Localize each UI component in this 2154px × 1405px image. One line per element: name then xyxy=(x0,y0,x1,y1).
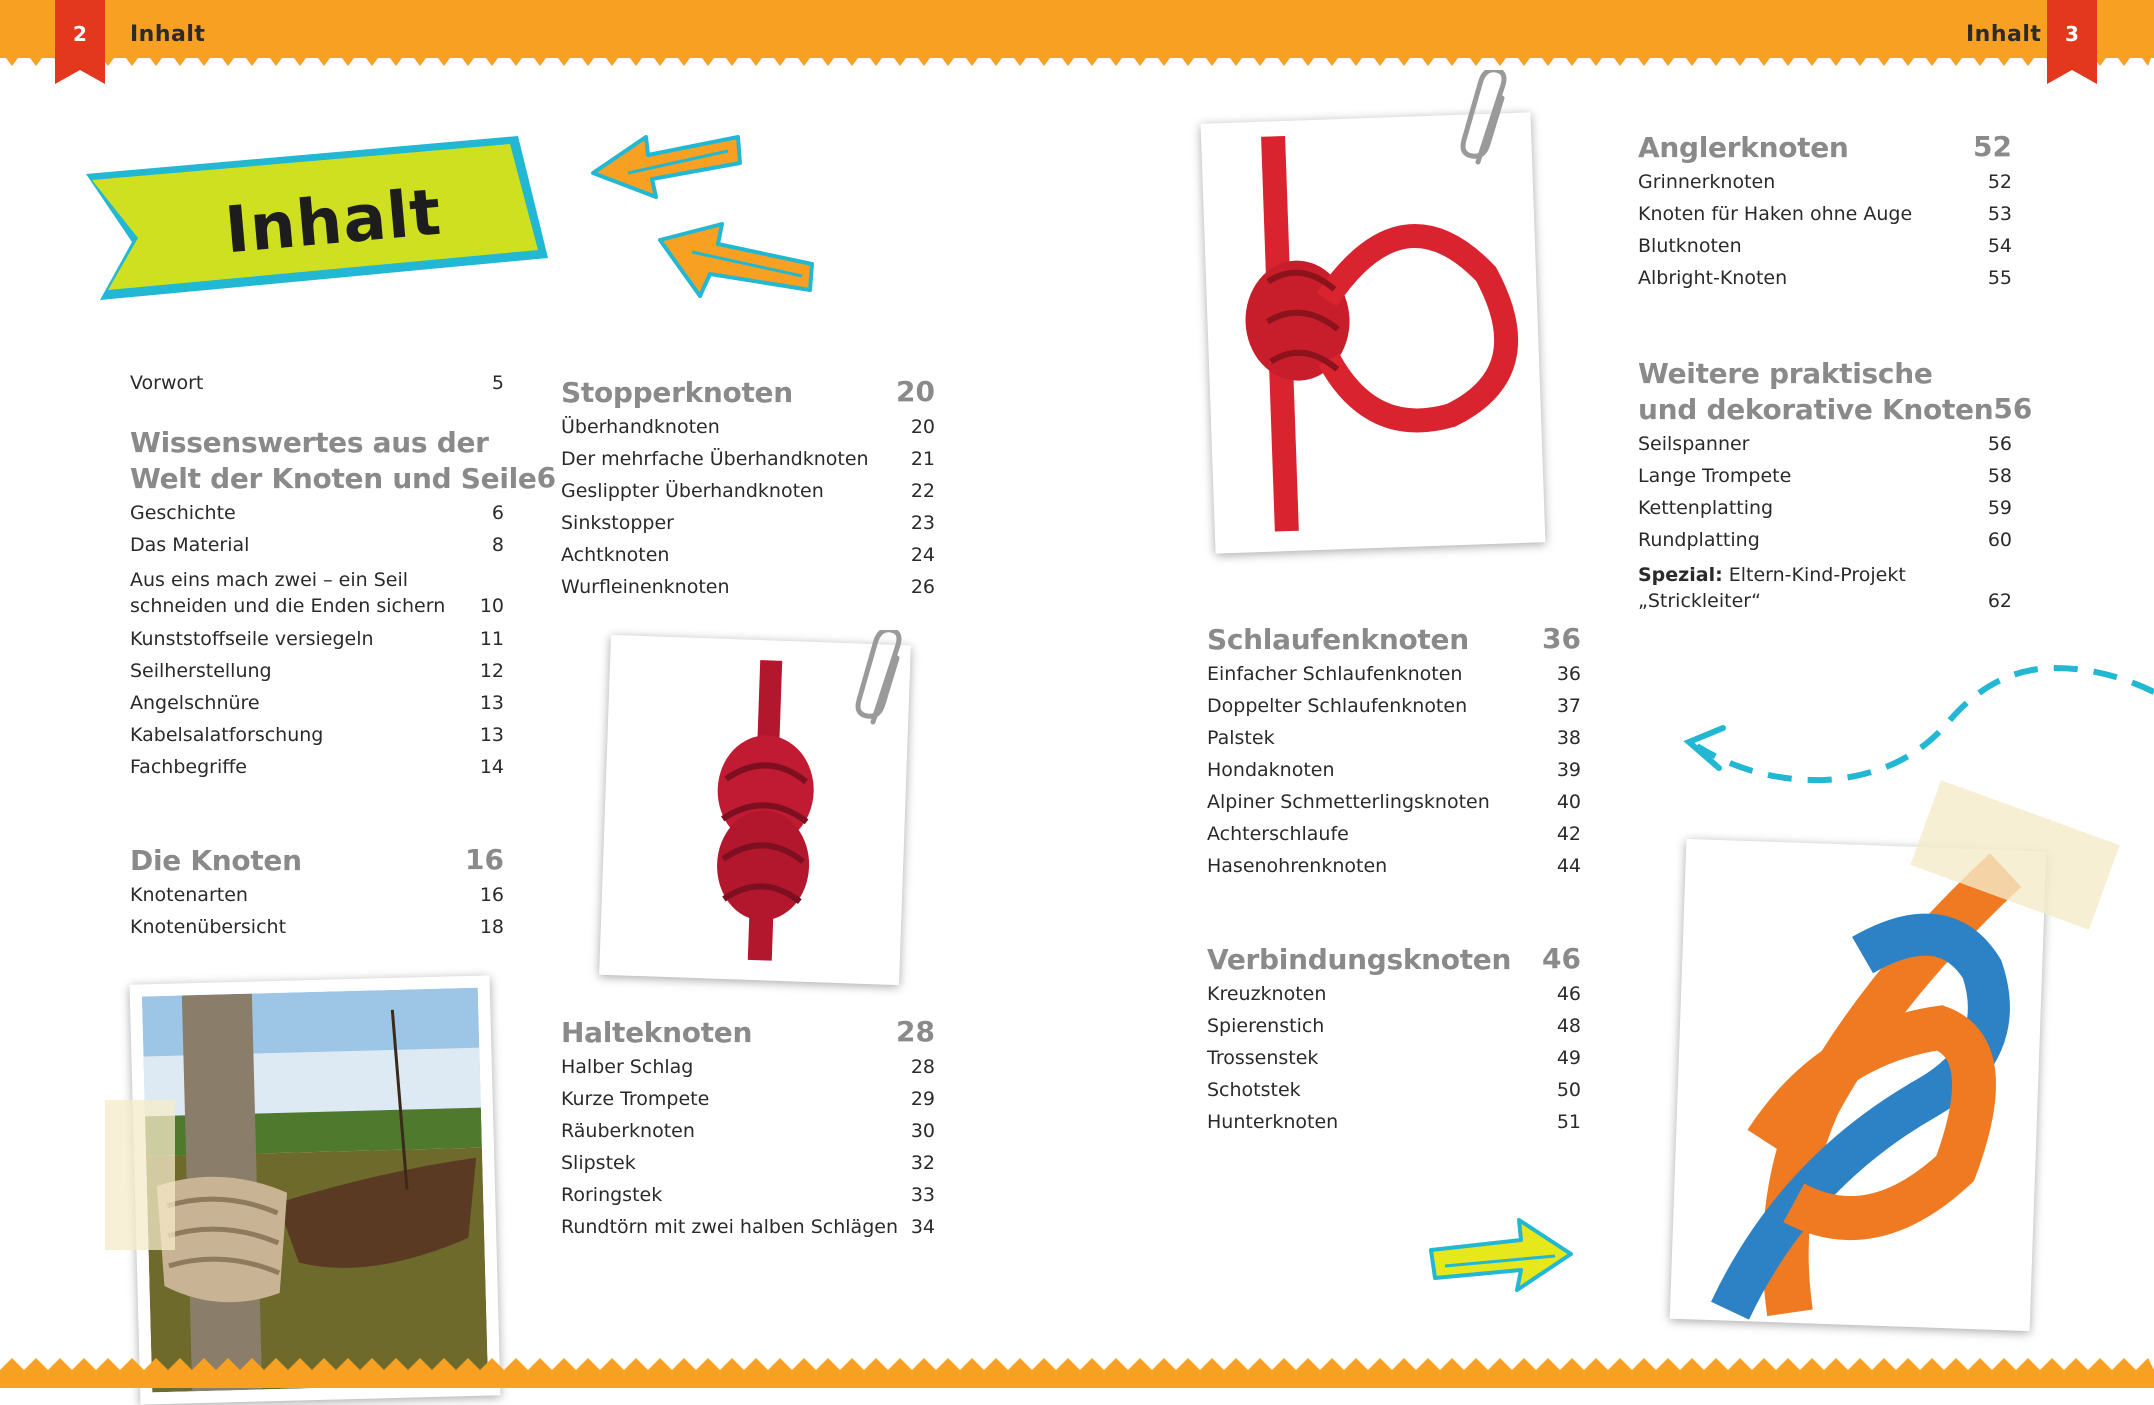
boat-photo xyxy=(130,975,501,1404)
entry-label: Fachbegriffe xyxy=(130,756,247,778)
section-page: 52 xyxy=(1973,130,2012,163)
arrow-right-icon xyxy=(1425,1210,1575,1300)
entry-page: 33 xyxy=(910,1184,935,1206)
section-verbindungsknoten xyxy=(1207,942,1581,1138)
entry-page: 56 xyxy=(1987,433,2012,455)
toc-entry[interactable] xyxy=(130,497,504,529)
entry-page: 38 xyxy=(1556,727,1581,749)
entry-label: Seilspanner xyxy=(1638,433,1750,455)
toc-entry[interactable] xyxy=(130,719,504,751)
entry-label: Grinnerknoten xyxy=(1638,171,1776,193)
toc-entry[interactable] xyxy=(1207,690,1581,722)
toc-entry[interactable] xyxy=(561,411,935,443)
arrow-up-left-icon xyxy=(652,212,817,307)
toc-entry[interactable] xyxy=(1207,1074,1581,1106)
toc-entry[interactable] xyxy=(561,1051,935,1083)
left-page-number: 2 xyxy=(73,22,87,46)
toc-entry[interactable] xyxy=(1638,492,2012,524)
entry-page: 39 xyxy=(1556,759,1581,781)
toc-entry[interactable] xyxy=(1207,722,1581,754)
section-page: 28 xyxy=(896,1015,935,1048)
toc-entry[interactable] xyxy=(130,879,504,911)
toc-entry[interactable] xyxy=(130,567,504,619)
boat-image xyxy=(142,988,488,1393)
entry-label: Knotenarten xyxy=(130,884,248,906)
entry-page: 23 xyxy=(910,512,935,534)
section-page: 36 xyxy=(1542,622,1581,655)
entry-page: 22 xyxy=(910,480,935,502)
toc-entry[interactable] xyxy=(1638,262,2012,294)
toc-entry[interactable] xyxy=(561,1115,935,1147)
section-title: Schlaufenknoten xyxy=(1207,623,1469,656)
loop-knot-photo xyxy=(1201,112,1546,553)
dashed-arrow-icon xyxy=(1675,650,2154,800)
toc-entry[interactable] xyxy=(1207,1106,1581,1138)
toc-entry[interactable] xyxy=(561,1179,935,1211)
arrow-left-icon xyxy=(588,115,743,205)
spezial-label: Spezial: xyxy=(1638,564,1723,586)
entry-label: Hondaknoten xyxy=(1207,759,1335,781)
toc-entry[interactable] xyxy=(130,623,504,655)
entry-label: Halber Schlag xyxy=(561,1056,694,1078)
entry-label: Eltern-Kind-Projekt xyxy=(1722,564,1906,586)
entry-label: Achterschlaufe xyxy=(1207,823,1349,845)
entry-page: 51 xyxy=(1556,1111,1581,1133)
footer-zigzag-edge xyxy=(0,1356,2154,1388)
entry-label: Vorwort xyxy=(130,372,204,394)
section-wissenswertes xyxy=(130,425,557,783)
section-halteknoten xyxy=(561,1015,935,1243)
toc-entry[interactable] xyxy=(561,571,935,603)
paperclip-icon xyxy=(855,630,915,730)
rope-knot-photo xyxy=(1670,839,2047,1331)
section-title-line2: Welt der Knoten und Seile xyxy=(130,462,537,495)
entry-page: 44 xyxy=(1556,855,1581,877)
entry-page: 54 xyxy=(1987,235,2012,257)
section-title: Anglerknoten xyxy=(1638,131,1849,164)
entry-label: Kreuzknoten xyxy=(1207,983,1327,1005)
entry-label: Hunterknoten xyxy=(1207,1111,1339,1133)
entry-page: 50 xyxy=(1556,1079,1581,1101)
banner-title: Inhalt xyxy=(222,175,445,269)
entry-page: 29 xyxy=(910,1088,935,1110)
toc-entry[interactable] xyxy=(561,1083,935,1115)
entry-page: 21 xyxy=(910,448,935,470)
entry-page: 55 xyxy=(1987,267,2012,289)
entry-label: Kunststoffseile versiegeln xyxy=(130,628,374,650)
entry-page: 46 xyxy=(1556,983,1581,1005)
toc-entry[interactable] xyxy=(130,911,504,943)
entry-label: Einfacher Schlaufenknoten xyxy=(1207,663,1463,685)
toc-entry-vorwort[interactable] xyxy=(130,367,504,399)
entry-label: Palstek xyxy=(1207,727,1275,749)
toc-entry[interactable] xyxy=(1638,524,2012,556)
rope-knot-image xyxy=(1670,839,2047,1331)
section-page: 20 xyxy=(896,375,935,408)
entry-label-line2: schneiden und die Enden sichern xyxy=(130,595,446,617)
entry-label: Angelschnüre xyxy=(130,692,260,714)
left-running-head: Inhalt xyxy=(130,22,206,47)
toc-entry[interactable] xyxy=(1207,850,1581,882)
toc-entry[interactable] xyxy=(1638,198,2012,230)
entry-page: 34 xyxy=(910,1216,935,1238)
toc-column-1 xyxy=(130,367,557,943)
entry-label: Trossenstek xyxy=(1207,1047,1319,1069)
entry-page: 42 xyxy=(1556,823,1581,845)
entry-page: 52 xyxy=(1987,171,2012,193)
toc-entry[interactable] xyxy=(1638,428,2012,460)
right-running-head: Inhalt xyxy=(1966,22,2042,47)
entry-label: Rundtörn mit zwei halben Schlägen xyxy=(561,1216,898,1238)
entry-page: 40 xyxy=(1556,791,1581,813)
entry-page: 62 xyxy=(1987,590,2012,612)
section-page: 56 xyxy=(1993,392,2033,425)
toc-entry[interactable] xyxy=(1207,818,1581,850)
entry-page: 59 xyxy=(1987,497,2012,519)
entry-label: Slipstek xyxy=(561,1152,636,1174)
toc-entry-spezial[interactable] xyxy=(1638,562,2012,614)
section-title: Halteknoten xyxy=(561,1016,753,1049)
entry-page: 28 xyxy=(910,1056,935,1078)
entry-page: 24 xyxy=(910,544,935,566)
tape-strip xyxy=(105,1100,175,1250)
section-anglerknoten xyxy=(1638,130,2012,294)
paperclip-icon xyxy=(1460,70,1520,170)
section-title-line2: und dekorative Knoten xyxy=(1638,393,1994,426)
entry-label: Blutknoten xyxy=(1638,235,1742,257)
toc-entry[interactable] xyxy=(1207,786,1581,818)
entry-label: Räuberknoten xyxy=(561,1120,695,1142)
entry-label: Wurfleinenknoten xyxy=(561,576,730,598)
toc-entry[interactable] xyxy=(130,751,504,783)
entry-page: 12 xyxy=(479,660,504,682)
entry-label: Der mehrfache Überhandknoten xyxy=(561,448,869,470)
entry-page: 49 xyxy=(1556,1047,1581,1069)
entry-page: 36 xyxy=(1556,663,1581,685)
toc-entry[interactable] xyxy=(561,539,935,571)
entry-label: Albright-Knoten xyxy=(1638,267,1788,289)
toc-entry[interactable] xyxy=(561,1147,935,1179)
entry-label: Überhandknoten xyxy=(561,416,720,438)
right-page-number: 3 xyxy=(2065,22,2079,46)
toc-entry[interactable] xyxy=(130,655,504,687)
header-zigzag-edge xyxy=(0,50,2154,72)
entry-page: 18 xyxy=(479,916,504,938)
entry-label: Geslippter Überhandknoten xyxy=(561,480,824,502)
entry-label: Roringstek xyxy=(561,1184,663,1206)
loop-knot-image xyxy=(1201,112,1546,553)
section-schlaufenknoten xyxy=(1207,622,1581,882)
entry-label: Das Material xyxy=(130,534,250,556)
entry-page: 48 xyxy=(1556,1015,1581,1037)
entry-page: 53 xyxy=(1987,203,2012,225)
section-page: 16 xyxy=(465,843,504,876)
entry-page: 26 xyxy=(910,576,935,598)
entry-label: Knotenübersicht xyxy=(130,916,287,938)
entry-page: 14 xyxy=(479,756,504,778)
section-title: Die Knoten xyxy=(130,844,302,877)
entry-label: Geschichte xyxy=(130,502,236,524)
entry-page: 20 xyxy=(910,416,935,438)
section-die-knoten xyxy=(130,843,504,943)
entry-label: Aus eins mach zwei – ein Seil xyxy=(130,569,409,591)
section-weitere xyxy=(1638,356,2033,618)
entry-label: Achtknoten xyxy=(561,544,670,566)
entry-page: 10 xyxy=(479,595,504,617)
toc-entry[interactable] xyxy=(1638,166,2012,198)
entry-page: 11 xyxy=(479,628,504,650)
entry-label: Seilherstellung xyxy=(130,660,272,682)
toc-entry[interactable] xyxy=(561,507,935,539)
toc-entry[interactable] xyxy=(130,687,504,719)
section-title: Weitere praktische xyxy=(1638,357,1933,390)
toc-entry[interactable] xyxy=(1638,460,2012,492)
toc-entry[interactable] xyxy=(561,1211,935,1243)
entry-page: 32 xyxy=(910,1152,935,1174)
entry-label: Rundplatting xyxy=(1638,529,1760,551)
entry-page: 37 xyxy=(1556,695,1581,717)
entry-page: 58 xyxy=(1987,465,2012,487)
toc-entry[interactable] xyxy=(1207,754,1581,786)
toc-entry[interactable] xyxy=(1207,978,1581,1010)
entry-label-line2: „Strickleiter“ xyxy=(1638,590,1761,612)
entry-label: Kabelsalatforschung xyxy=(130,724,324,746)
section-title: Wissenswertes aus der xyxy=(130,426,489,459)
toc-entry[interactable] xyxy=(1207,1042,1581,1074)
entry-label: Lange Trompete xyxy=(1638,465,1792,487)
entry-label: Knoten für Haken ohne Auge xyxy=(1638,203,1913,225)
section-title: Stopperknoten xyxy=(561,376,793,409)
entry-label: Kettenplatting xyxy=(1638,497,1774,519)
entry-label: Kurze Trompete xyxy=(561,1088,710,1110)
toc-entry[interactable] xyxy=(561,475,935,507)
entry-label: Schotstek xyxy=(1207,1079,1301,1101)
entry-page: 8 xyxy=(491,534,504,556)
section-page: 6 xyxy=(536,461,557,494)
entry-page: 13 xyxy=(479,724,504,746)
section-page: 46 xyxy=(1542,942,1581,975)
section-stopperknoten xyxy=(561,375,935,603)
toc-entry[interactable] xyxy=(561,443,935,475)
entry-label: Sinkstopper xyxy=(561,512,674,534)
entry-page: 5 xyxy=(491,372,504,394)
toc-entry[interactable] xyxy=(1638,230,2012,262)
entry-page: 16 xyxy=(479,884,504,906)
entry-page: 13 xyxy=(479,692,504,714)
entry-label: Alpiner Schmetterlingsknoten xyxy=(1207,791,1490,813)
entry-page: 60 xyxy=(1987,529,2012,551)
section-title: Verbindungsknoten xyxy=(1207,943,1512,976)
toc-entry[interactable] xyxy=(1207,658,1581,690)
toc-entry[interactable] xyxy=(130,529,504,561)
entry-label: Doppelter Schlaufenknoten xyxy=(1207,695,1468,717)
entry-page: 30 xyxy=(910,1120,935,1142)
toc-column-2 xyxy=(561,375,935,603)
entry-label: Hasenohrenknoten xyxy=(1207,855,1388,877)
toc-entry[interactable] xyxy=(1207,1010,1581,1042)
entry-label: Spierenstich xyxy=(1207,1015,1325,1037)
entry-page: 6 xyxy=(491,502,504,524)
